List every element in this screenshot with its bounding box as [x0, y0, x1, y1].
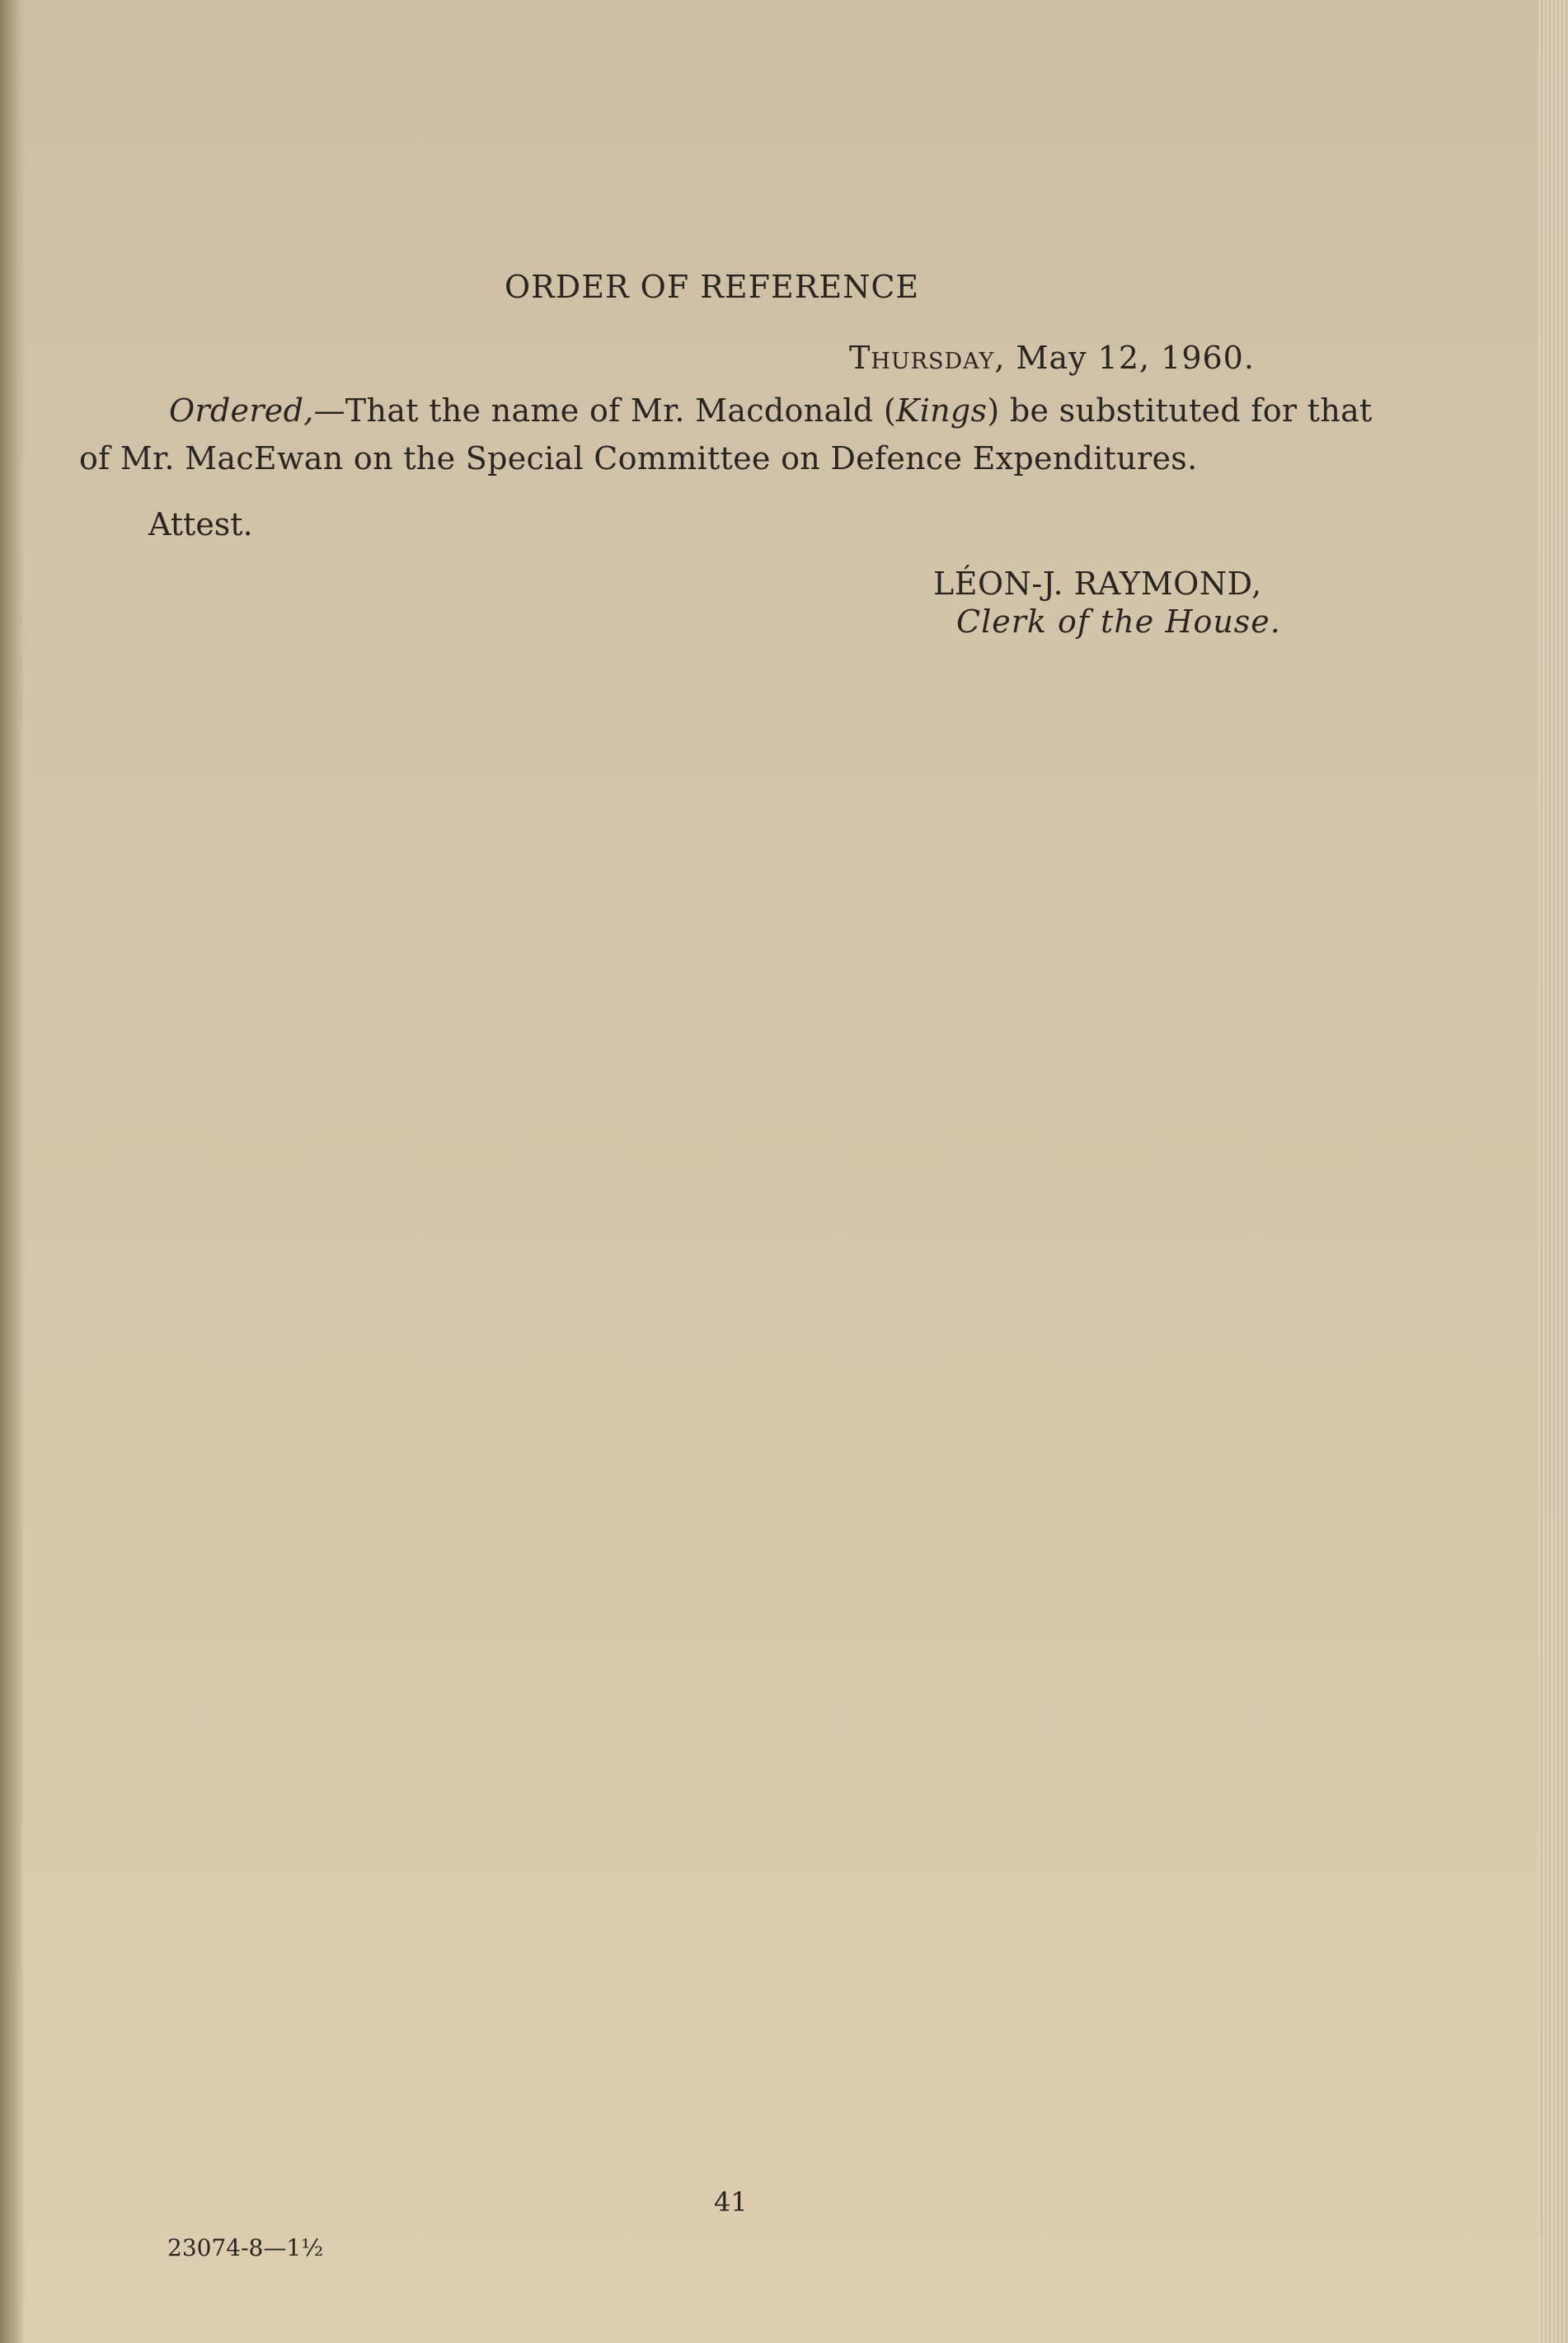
order-paragraph-line-1: [169, 392, 1373, 429]
signatory-name: LÉON-J. RAYMOND,: [933, 566, 1262, 602]
print-code: 23074-8—1½: [167, 2234, 324, 2261]
ordered-lead: Ordered,: [169, 392, 314, 429]
book-gutter-shadow: [0, 0, 25, 2343]
paragraph-text-b: ) be substituted for that: [987, 392, 1373, 429]
page-heading: ORDER OF REFERENCE: [505, 269, 920, 305]
riding-name: Kings: [896, 392, 988, 429]
page-number: 41: [714, 2186, 748, 2218]
dateline: [849, 340, 1255, 376]
order-paragraph-line-2: of Mr. MacEwan on the Special Committee on Defence Expenditures.: [79, 440, 1198, 477]
dateline-day: Thursday,: [849, 340, 1006, 376]
attest-label: Attest.: [148, 506, 253, 542]
dateline-date: May 12, 1960.: [1016, 340, 1255, 376]
signatory-title: Clerk of the House.: [956, 603, 1281, 640]
page-edges: [1538, 0, 1568, 2343]
paragraph-text-a: —That the name of Mr. Macdonald (: [313, 392, 896, 429]
